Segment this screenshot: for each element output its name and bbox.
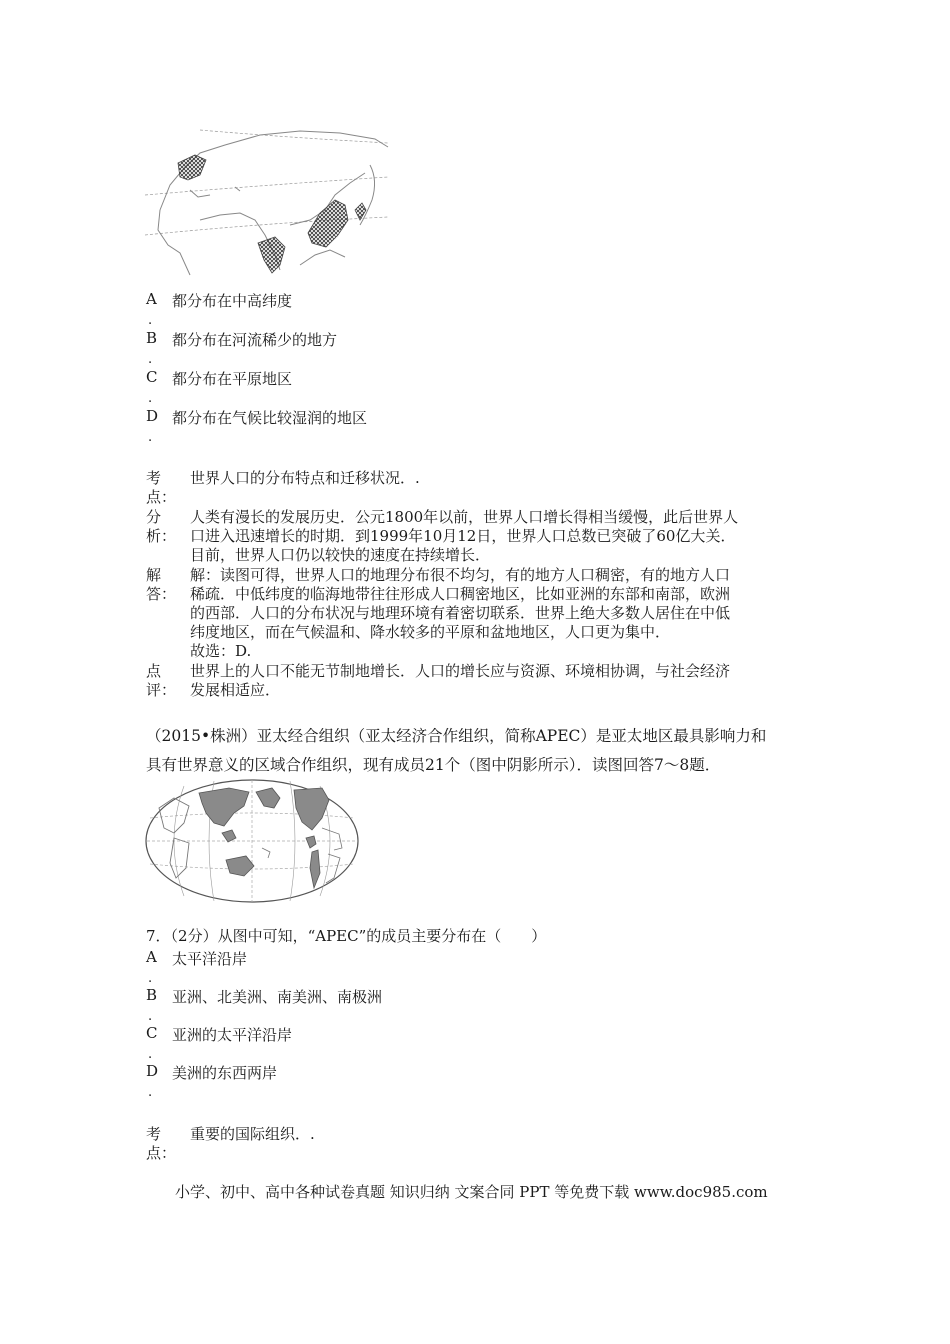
q6-jieda-line: 纬度地区，而在气候温和、降水较多的平原和盆地地区，人口更为集中． [190,623,671,641]
q6-dianping-label: 点评： [146,662,177,699]
q6-option-a-text: 都分布在中高纬度 [172,292,293,310]
q6-option-a-dot: . [148,313,153,328]
page-footer: 小学、初中、高中各种试卷真题 知识归纳 文案合同 PPT 等免费下载 www.doc985.com [175,1183,768,1201]
q6-fenxi-line: 人类有漫长的发展历史．公元1800年以前，世界人口增长得相当缓慢，此后世界人 [190,508,739,526]
q7-option-b-dot: . [148,1009,153,1024]
q7-option-c-dot: . [148,1047,153,1062]
q7-option-b-letter: B [146,986,158,1004]
q6-option-d-letter: D [146,407,159,425]
q7-option-d-dot: . [148,1085,153,1100]
q7-option-c-letter: C [146,1024,158,1042]
q6-option-b-text: 都分布在河流稀少的地方 [172,331,338,349]
q7-option-d-text: 美洲的东西两岸 [172,1064,278,1082]
apec-intro-line: （2015•株洲）亚太经合组织（亚太经济合作组织，简称APEC）是亚太地区最具影响力和 [146,727,767,745]
q7-option-d-letter: D [146,1062,159,1080]
q6-option-c-letter: C [146,368,158,386]
q6-kaodian-label: 考点： [146,469,177,506]
asia-population-map [140,125,390,280]
apec-intro [146,722,806,780]
q6-kaodian-text: 世界人口的分布特点和迁移状况．. [190,469,420,487]
q6-jieda-line: 稀疏．中低纬度的临海地带往往形成人口稠密地区，比如亚洲的东部和南部，欧洲 [190,585,731,603]
q6-fenxi-line: 目前，世界人口仍以较快的速度在持续增长． [190,546,491,564]
apec-world-map [144,778,360,904]
q7-option-c-text: 亚洲的太平洋沿岸 [172,1026,293,1044]
q7-option-b-text: 亚洲、北美洲、南美洲、南极洲 [172,988,383,1006]
q7-stem: 7．（2分）从图中可知，“APEC”的成员主要分布在（ ） [146,927,547,945]
q7-kaodian-text: 重要的国际组织．. [190,1125,315,1143]
q7-option-a-text: 太平洋沿岸 [172,950,248,968]
q7-option-a-dot: . [148,971,153,986]
q6-option-b-dot: . [148,352,153,367]
q7-option-a-letter: A [146,948,157,966]
q6-option-d-dot: . [148,430,153,445]
q6-option-d-text: 都分布在气候比较湿润的地区 [172,409,368,427]
q7-kaodian-label: 考点： [146,1125,177,1162]
svg-text:·: · [345,218,348,227]
q6-fenxi-label: 分析： [146,508,177,545]
q6-jieda-label: 解答： [146,566,177,603]
q6-option-c-text: 都分布在平原地区 [172,370,293,388]
q6-dianping-line: 发展相适应． [190,681,281,699]
q6-option-c-dot: . [148,391,153,406]
q6-jieda-line: 故选：D. [190,642,252,660]
q6-dianping-line: 世界上的人口不能无节制地增长．人口的增长应与资源、环境相协调，与社会经济 [190,662,731,680]
q6-dianping-text [190,662,806,700]
q6-fenxi-text [190,508,806,565]
apec-intro-line: 具有世界意义的区域合作组织，现有成员21个（图中阴影所示）．读图回答7～8题． [146,756,721,774]
q6-option-b-letter: B [146,329,158,347]
q6-option-a-letter: A [146,290,157,308]
q6-jieda-text [190,566,806,661]
q6-jieda-line: 的西部．人口的分布状况与地理环境有着密切联系．世界上绝大多数人居住在中低 [190,604,731,622]
q6-fenxi-line: 口进入迅速增长的时期．到1999年10月12日，世界人口总数已突破了60亿大关． [190,527,736,545]
q6-jieda-line: 解：读图可得，世界人口的地理分布很不均匀，有的地方人口稠密，有的地方人口 [190,566,731,584]
